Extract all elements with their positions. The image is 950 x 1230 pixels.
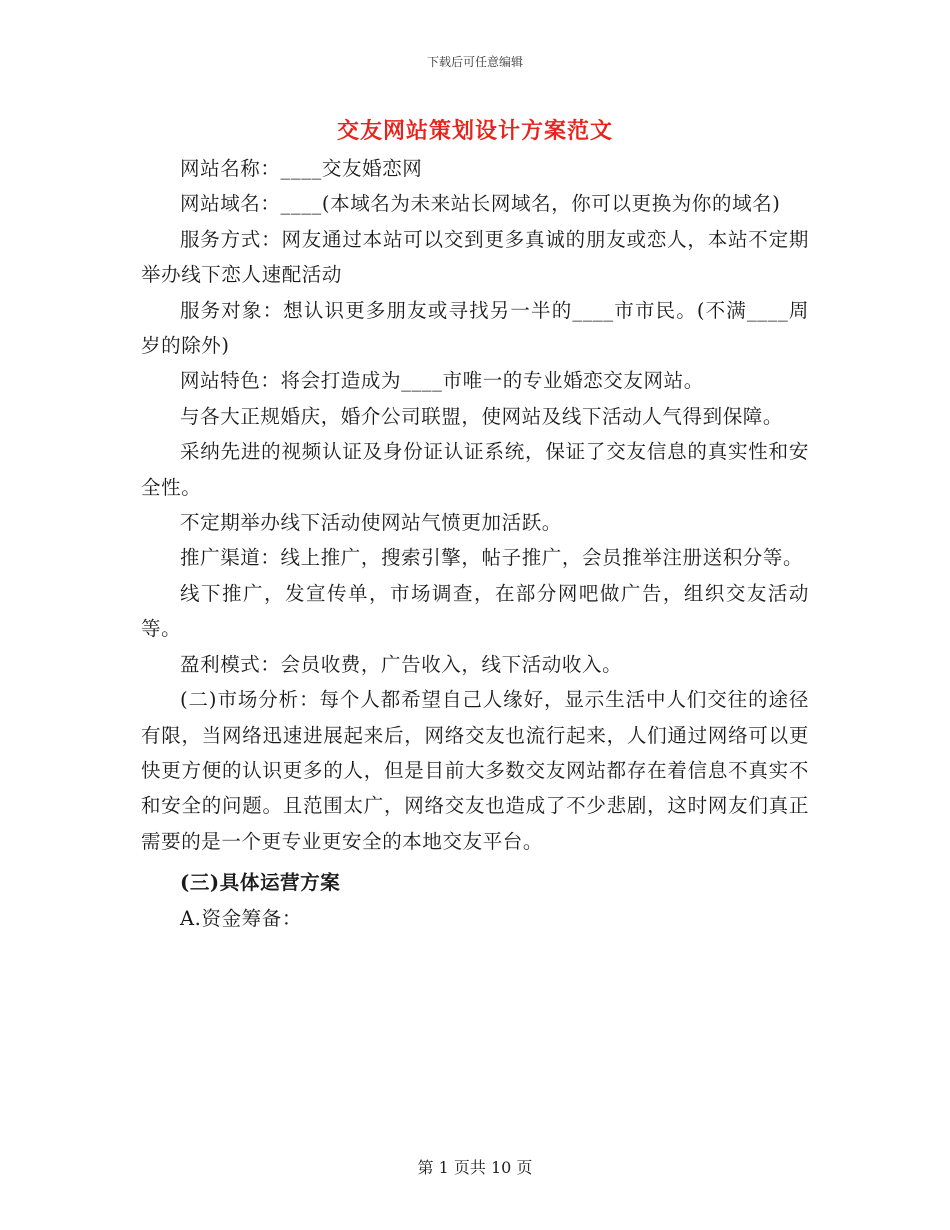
document-title: 交友网站策划设计方案范文 <box>336 118 613 144</box>
page-number: 第 1 页共 10 页 <box>417 1158 533 1177</box>
paragraph-profit-model: 盈利模式：会员收费，广告收入，线下活动收入。 <box>180 652 623 676</box>
subheading-funding: A.资金筹备： <box>180 906 302 930</box>
paragraph-verification: 采纳先进的视频认证及身份证认证系统，保证了交友信息的真实性和安全性。 <box>141 440 809 499</box>
paragraph-service-target: 服务对象：想认识更多朋友或寻找另一半的____市市民。(不满____周岁的除外) <box>141 298 809 358</box>
paragraph-service-method: 服务方式：网友通过本站可以交到更多真诚的朋友或恋人，本站不定期举办线下恋人速配活动 <box>141 227 809 287</box>
paragraph-promotion-online: 推广渠道：线上推广，搜索引擎，帖子推广，会员推举注册送积分等。 <box>180 546 804 570</box>
section-heading: (三)具体运营方案 <box>180 871 341 895</box>
paragraph-alliance: 与各大正规婚庆，婚介公司联盟，使网站及线下活动人气得到保障。 <box>180 404 784 428</box>
paragraph-offline-events: 不定期举办线下活动使网站气愤更加活跃。 <box>180 511 562 535</box>
document-body <box>141 151 809 936</box>
paragraph-market-analysis: (二)市场分析：每个人都希望自己人缘好，显示生活中人们交往的途径有限，当网络迅速进展起来后，网络交友也流行起来，人们通过网络可以更快更方便的认识更多的人，但是目前大多数交友网站都存在着信息不真实不和安全的问题。且范围太广，网络交友也造成了不少悲剧，这时网友们真正需要的是一个更专业更安全的本地交友平台。 <box>141 688 809 853</box>
page-header-note: 下载后可任意编辑 <box>426 55 523 69</box>
paragraph-promotion-offline: 线下推广，发宣传单，市场调查，在部分网吧做广告，组织交友活动等。 <box>141 581 809 641</box>
paragraph-site-domain: 网站域名：____(本域名为未来站长网域名，你可以更换为你的域名) <box>180 192 781 216</box>
paragraph-site-name: 网站名称：____交友婚恋网 <box>180 157 423 180</box>
paragraph-site-feature: 网站特色：将会打造成为____市唯一的专业婚恋交友网站。 <box>180 369 704 393</box>
